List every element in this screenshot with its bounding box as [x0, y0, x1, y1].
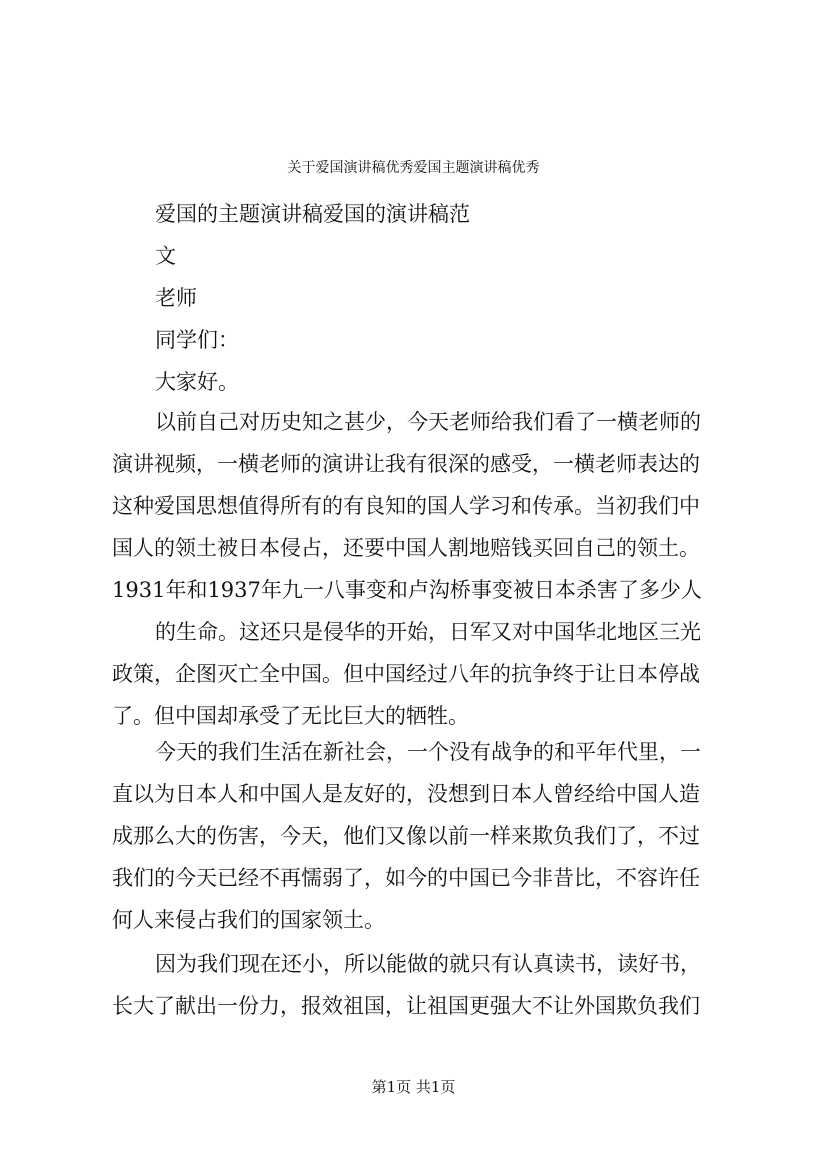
page-footer: 第1页 共1页 — [371, 1078, 456, 1096]
paragraph-3-line-3: 成那么大的伤害，今天，他们又像以前一样来欺负我们了，不过 — [112, 824, 700, 848]
text-line-5: 大家好。 — [155, 370, 239, 394]
paragraph-3-line-5: 何人来侵占我们的国家领土。 — [112, 908, 385, 932]
paragraph-2-line-1: 的生命。这还只是侵华的开始，日军又对中国华北地区三光 — [155, 620, 701, 644]
paragraph-1-line-3: 这种爱国思想值得所有的有良知的国人学习和传承。当初我们中 — [112, 494, 700, 518]
paragraph-1-line-4: 国人的领土被日本侵占，还要中国人割地赔钱买回自己的领土。 — [112, 536, 700, 560]
paragraph-3-line-4: 我们的今天已经不再懦弱了，如今的中国已今非昔比，不容许任 — [112, 866, 700, 890]
text-line-1: 爱国的主题演讲稿爱国的演讲稿范 — [155, 202, 470, 226]
paragraph-4-line-1: 因为我们现在还小，所以能做的就只有认真读书，读好书， — [155, 952, 701, 976]
paragraph-2-line-3: 了。但中国却承受了无比巨大的牺牲。 — [112, 704, 469, 728]
paragraph-4-line-2: 长大了献出一份力，报效祖国，让祖国更强大不让外国欺负我们 — [112, 994, 700, 1018]
text-line-3: 老师 — [155, 286, 197, 310]
paragraph-3-line-1: 今天的我们生活在新社会，一个没有战争的和平年代里，一 — [155, 740, 701, 764]
document-title: 关于爱国演讲稿优秀爱国主题演讲稿优秀 — [287, 160, 540, 176]
text-line-2: 文 — [155, 244, 176, 268]
text-line-4: 同学们： — [155, 328, 239, 352]
paragraph-1-line-5: 1931年和1937年九一八事变和卢沟桥事变被日本杀害了多少人 — [112, 578, 702, 602]
paragraph-3-line-2: 直以为日本人和中国人是友好的，没想到日本人曾经给中国人造 — [112, 782, 700, 806]
paragraph-1-line-2: 演讲视频，一横老师的演讲让我有很深的感受，一横老师表达的 — [112, 452, 700, 476]
paragraph-2-line-2: 政策，企图灭亡全中国。但中国经过八年的抗争终于让日本停战 — [112, 662, 700, 686]
paragraph-1-line-1: 以前自己对历史知之甚少，今天老师给我们看了一横老师的 — [155, 410, 701, 434]
